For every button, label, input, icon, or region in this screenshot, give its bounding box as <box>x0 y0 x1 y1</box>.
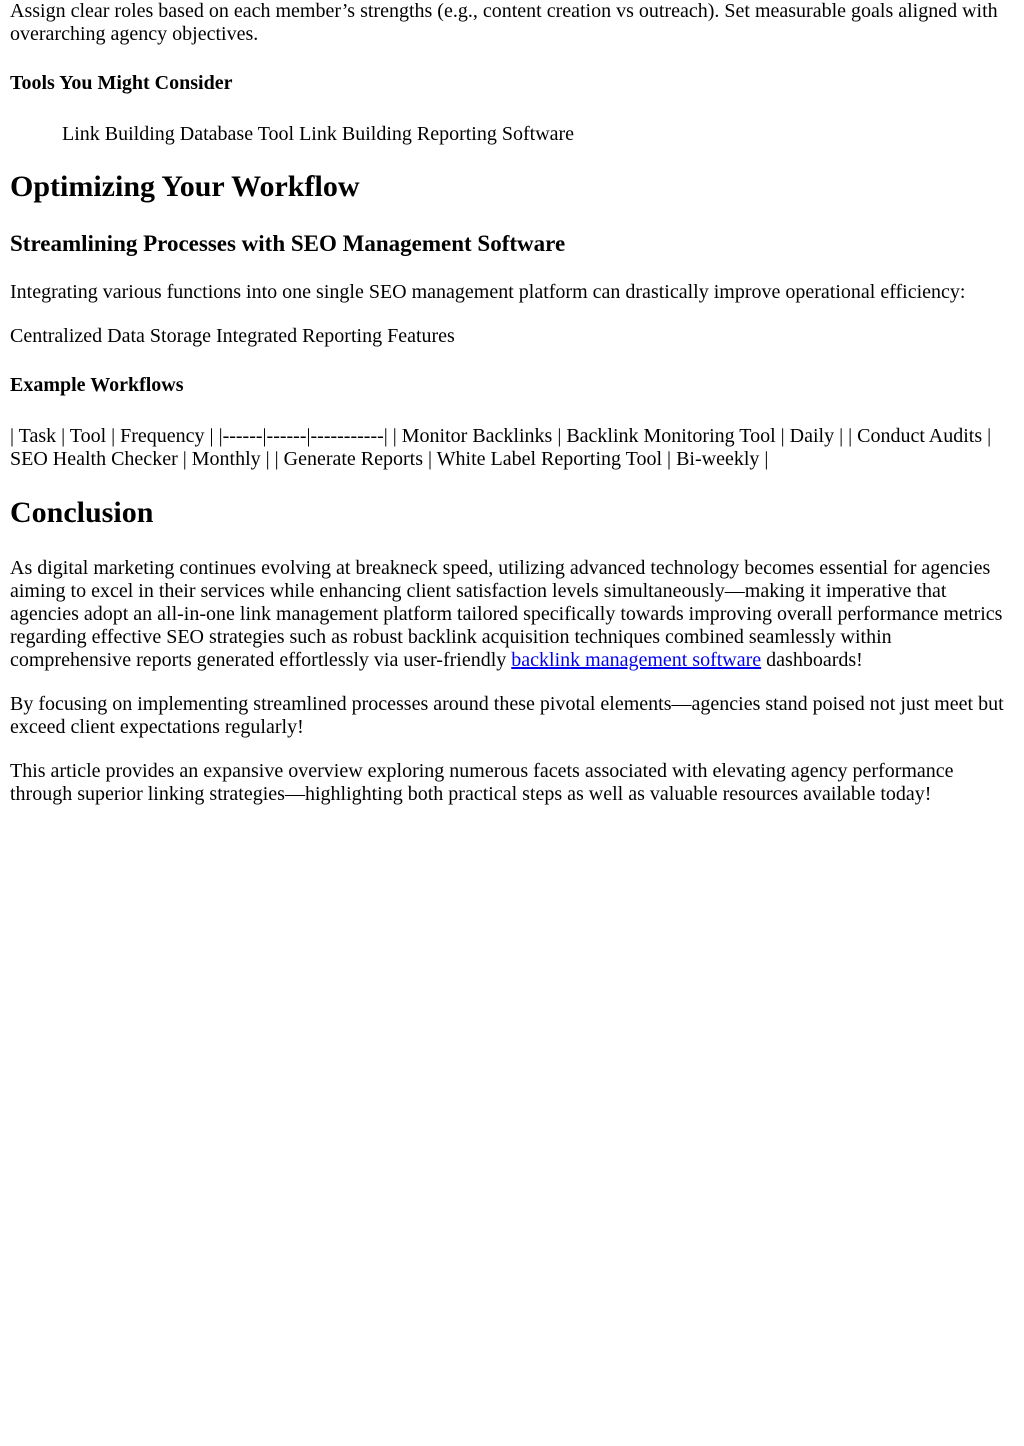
tools-heading: Tools You Might Consider <box>10 72 233 94</box>
example-workflows-heading: Example Workflows <box>10 374 184 396</box>
backlink-management-software-link[interactable]: backlink management software <box>511 649 762 671</box>
conclusion-heading: Conclusion <box>10 496 154 529</box>
conclusion-p1-tail: dashboards! <box>761 649 863 671</box>
conclusion-paragraph-2: By focusing on implementing streamlined processes around these pivotal elements—agencies stand poised not just meet but exceed client expectations regularly! <box>10 693 1004 738</box>
workflow-heading: Optimizing Your Workflow <box>10 170 360 203</box>
streamlining-subheading: Streamlining Processes with SEO Management Software <box>10 231 566 256</box>
conclusion-paragraph-1 <box>10 557 1014 672</box>
conclusion-paragraph-3: This article provides an expansive overview exploring numerous facets associated with elevating agency performance through superior linking strategies—highlighting both practical steps as well as valuable resources available today! <box>10 760 954 805</box>
tools-list: Link Building Database Tool Link Building Reporting Software <box>62 123 575 145</box>
conclusion-p1-text: As digital marketing continues evolving at breakneck speed, utilizing advanced technology becomes essential for agencies aiming to excel in their services while enhancing client satisfaction levels simultaneously—making it imperative that agencies adopt an all-in-one link management platform tailored specifically towards improving overall performance metrics regarding effective SEO strategies such as robust backlink acquisition techniques combined seamlessly within comprehensive reports generated effortlessly via user-friendly <box>10 557 1003 671</box>
intro-paragraph: Assign clear roles based on each member’s strengths (e.g., content creation vs outreach). Set measurable goals aligned with overarching agency objectives. <box>10 0 998 45</box>
integrating-paragraph: Integrating various functions into one single SEO management platform can drastically improve operational efficiency: <box>10 281 966 303</box>
features-paragraph: Centralized Data Storage Integrated Reporting Features <box>10 325 455 347</box>
workflow-table-text: | Task | Tool | Frequency | |------|------|-----------| | Monitor Backlinks | Backlink Monitoring Tool | Daily | | Conduct Audits | SEO Health Checker | Monthly | | Generate Reports | White Label Reporting Tool | Bi-weekly | <box>10 425 992 470</box>
